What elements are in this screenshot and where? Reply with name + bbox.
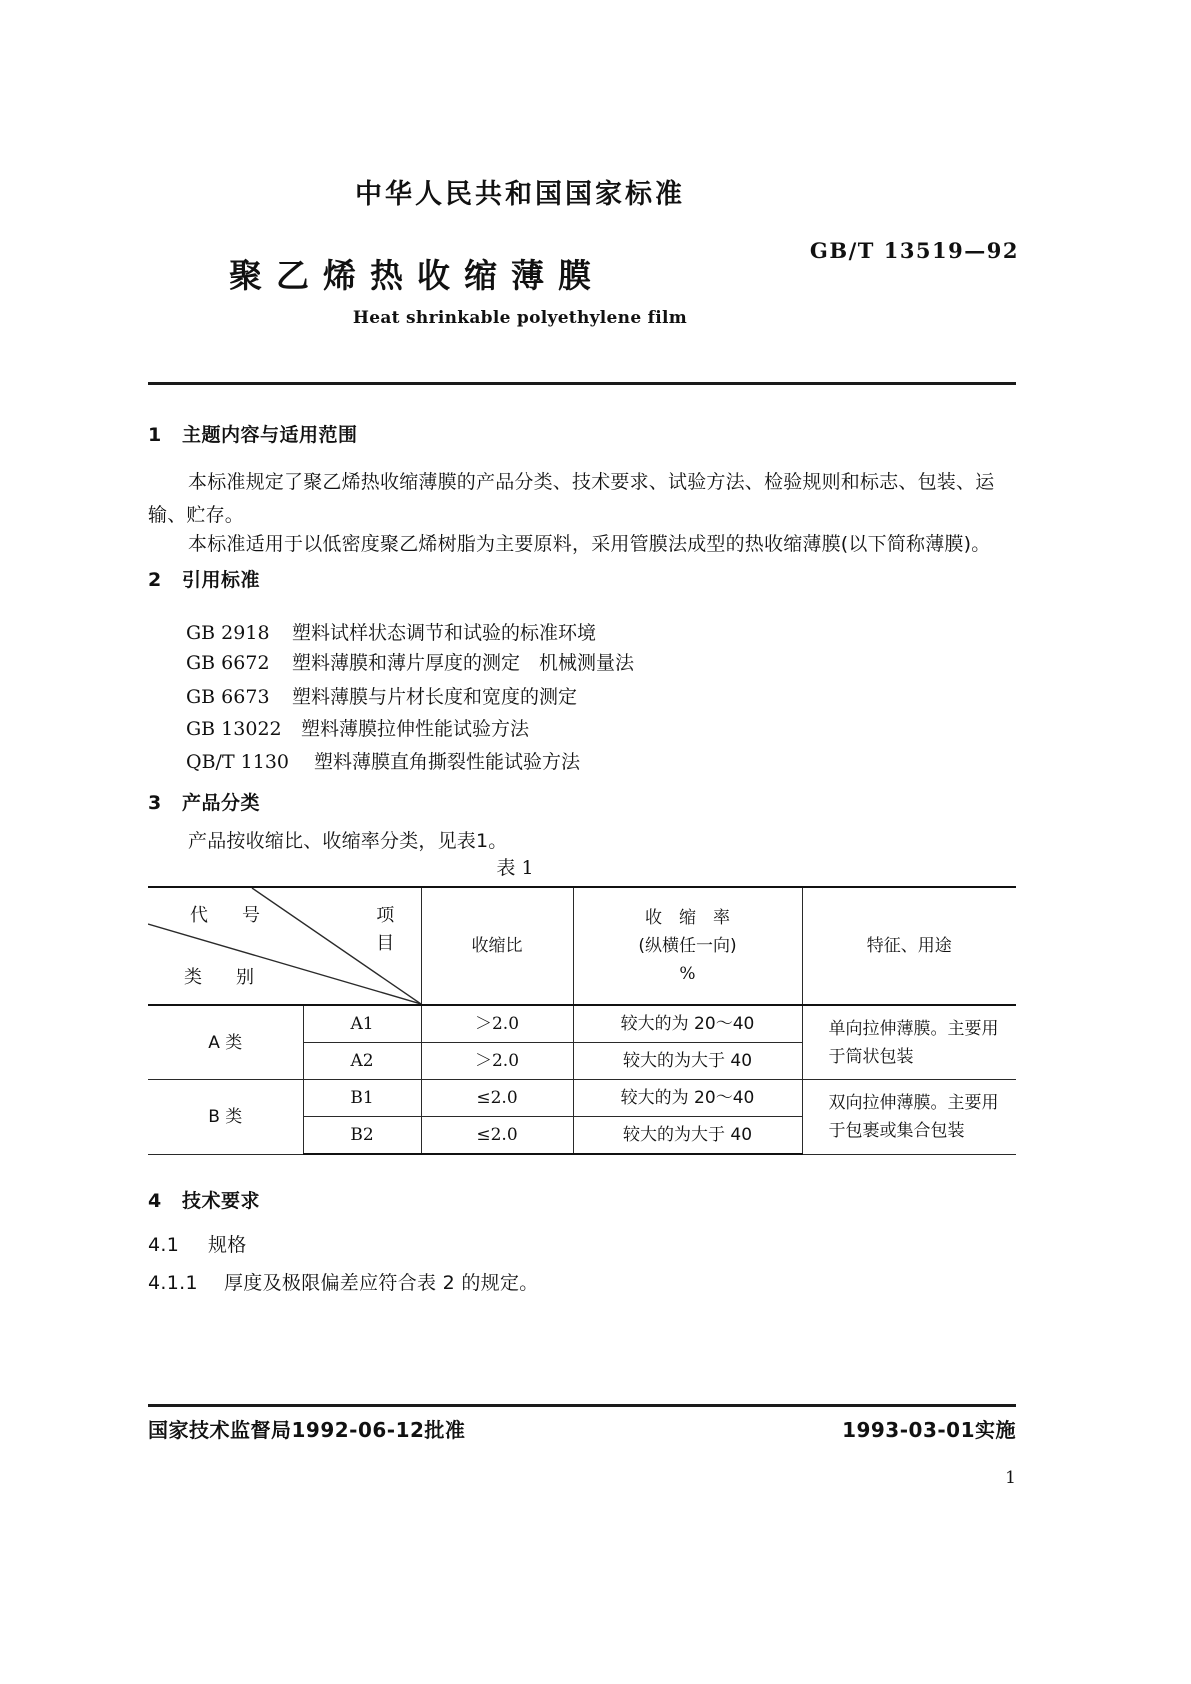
- section-4-heading: [148, 1186, 260, 1213]
- section-1-title: 主题内容与适用范围: [182, 424, 358, 446]
- reference-code: GB 6672: [186, 652, 270, 674]
- table-corner-label-item: 项 目: [376, 905, 429, 954]
- section-4-1: [148, 1230, 247, 1257]
- table-header-shrink-rate: [573, 887, 802, 1005]
- header-divider: [148, 382, 1016, 385]
- section-4-1-1-text: 厚度及极限偏差应符合表 2 的规定。: [224, 1272, 539, 1294]
- section-4-1-text: 规格: [208, 1234, 247, 1256]
- reference-item-1: [186, 618, 596, 645]
- table-1-container: [148, 886, 1016, 1155]
- table-cell-ratio: ≤2.0: [421, 1117, 573, 1155]
- section-2-number: 2: [148, 569, 162, 591]
- national-standard-label: 中华人民共和国国家标准: [355, 179, 685, 210]
- table-cell-rate: 较大的为大于 40: [573, 1117, 802, 1155]
- table-cell-code: B2: [303, 1117, 421, 1155]
- section-4-1-1-number: 4.1.1: [148, 1272, 198, 1294]
- document-title-en: Heat shrinkable polyethylene film: [352, 308, 688, 328]
- reference-title: 塑料薄膜与片材长度和宽度的测定: [292, 686, 578, 708]
- footer-implementation: 1993-03-01实施: [842, 1418, 1016, 1442]
- section-4-1-number: 4.1: [148, 1234, 180, 1256]
- table-header-row: [148, 887, 1016, 1005]
- table-corner-label-category: 类 别: [184, 967, 262, 988]
- table-cell-code: A1: [303, 1005, 421, 1043]
- document-title-cn: 聚乙烯热收缩薄膜: [229, 256, 605, 295]
- table-cell-ratio: ≤2.0: [421, 1080, 573, 1117]
- table-cell-class-b: B 类: [148, 1080, 303, 1155]
- reference-code: GB 2918: [186, 622, 270, 644]
- page-number: 1: [1005, 1468, 1016, 1488]
- section-4-number: 4: [148, 1190, 162, 1212]
- reference-title: 塑料薄膜和薄片厚度的测定 机械测量法: [292, 652, 635, 674]
- table-row: [148, 1005, 1016, 1043]
- table-header-shrink-ratio: 收缩比: [421, 887, 573, 1005]
- footer-divider: [148, 1404, 1016, 1407]
- section-4-1-1: [148, 1268, 539, 1295]
- table-cell-ratio: ＞2.0: [421, 1043, 573, 1080]
- reference-item-2: [186, 648, 634, 675]
- shrink-rate-line-3: %: [679, 964, 696, 984]
- table-cell-rate: 较大的为 20～40: [573, 1005, 802, 1043]
- section-1-paragraph-1: 本标准规定了聚乙烯热收缩薄膜的产品分类、技术要求、试验方法、检验规则和标志、包装、运输、贮存。: [148, 471, 995, 526]
- table-cell-rate: 较大的为大于 40: [573, 1043, 802, 1080]
- reference-title: 塑料薄膜直角撕裂性能试验方法: [314, 751, 581, 773]
- reference-code: GB 6673: [186, 686, 270, 708]
- section-1-number: 1: [148, 424, 162, 446]
- table-1: [148, 886, 1016, 1155]
- section-3-paragraph-1: 产品按收缩比、收缩率分类，见表1。: [188, 830, 508, 852]
- reference-title: 塑料试样状态调节和试验的标准环境: [292, 622, 597, 644]
- reference-item-5: [186, 747, 580, 774]
- table-cell-class-a: A 类: [148, 1005, 303, 1080]
- reference-code: QB/T 1130: [186, 751, 290, 773]
- reference-item-3: [186, 682, 577, 709]
- section-3-heading: [148, 788, 260, 815]
- table-cell-code: B1: [303, 1080, 421, 1117]
- table-cell-rate: 较大的为 20～40: [573, 1080, 802, 1117]
- table-cell-feature-b: 双向拉伸薄膜。主要用于包裹或集合包装: [802, 1080, 1016, 1155]
- table-row: [148, 1080, 1016, 1117]
- section-3-title: 产品分类: [182, 792, 261, 814]
- section-1-paragraph-2: 本标准适用于以低密度聚乙烯树脂为主要原料，采用管膜法成型的热收缩薄膜(以下简称薄膜)。: [188, 533, 991, 555]
- section-1-heading: [148, 420, 358, 447]
- reference-title: 塑料薄膜拉伸性能试验方法: [301, 718, 530, 740]
- table-cell-feature-a: 单向拉伸薄膜。主要用于筒状包装: [802, 1005, 1016, 1080]
- table-corner-cell: [148, 887, 429, 1005]
- table-header-feature: 特征、用途: [802, 887, 1016, 1005]
- footer-approval: 国家技术监督局1992-06-12批准: [148, 1418, 466, 1442]
- section-2-heading: [148, 565, 260, 592]
- reference-code: GB 13022: [186, 718, 282, 740]
- reference-item-4: [186, 714, 529, 741]
- shrink-rate-line-1: 收 缩 率: [645, 908, 730, 928]
- table-cell-code: A2: [303, 1043, 421, 1080]
- section-3-number: 3: [148, 792, 162, 814]
- section-2-title: 引用标准: [182, 569, 261, 591]
- section-4-title: 技术要求: [182, 1190, 261, 1212]
- standard-number: GB/T 13519—92: [809, 238, 1019, 263]
- table-corner-label-code: 代 号: [190, 905, 268, 926]
- shrink-rate-line-2: (纵横任一向): [638, 936, 737, 956]
- table-cell-ratio: ＞2.0: [421, 1005, 573, 1043]
- table-1-caption: 表 1: [496, 857, 534, 879]
